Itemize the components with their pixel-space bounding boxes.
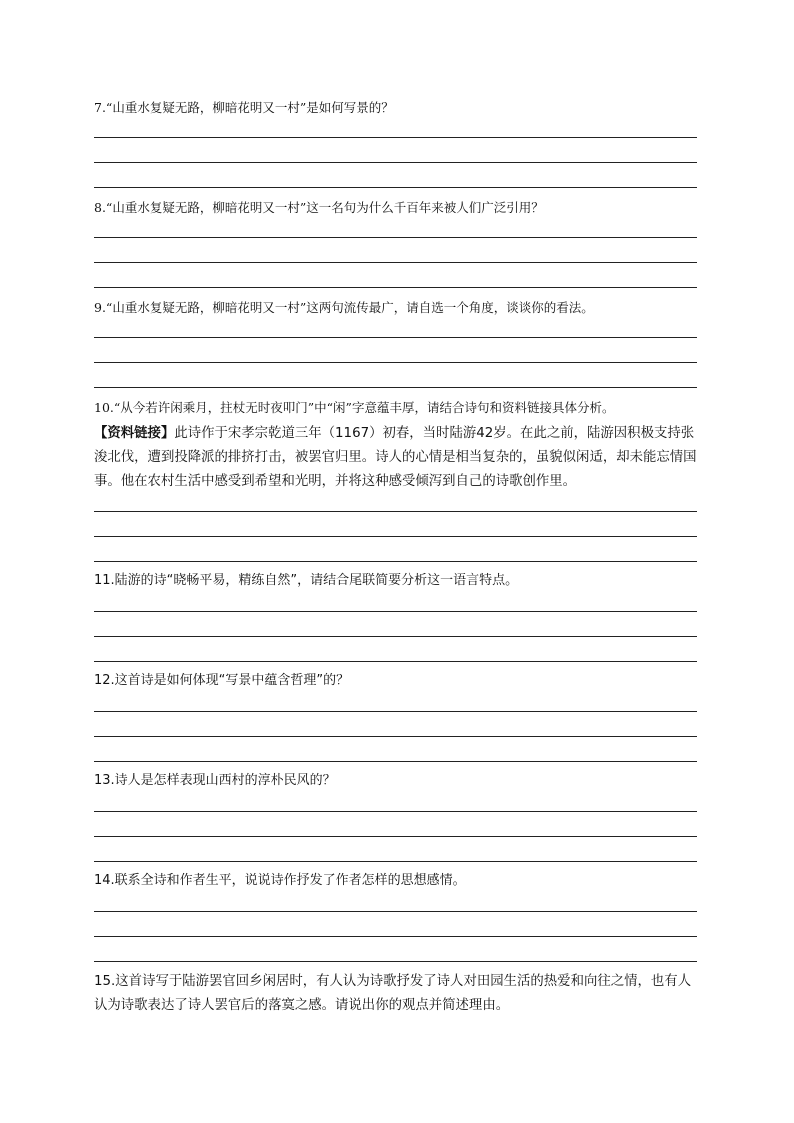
- question-10: 10.“从今若许闲乘月，拄杖无时夜叩门”中“闲”字意蕴丰厚，请结合诗句和资料链接具体分析。: [94, 400, 615, 415]
- answer-line: [94, 936, 697, 937]
- question-11: 11.陆游的诗“晓畅平易，精练自然”，请结合尾联简要分析这一语言特点。: [94, 573, 519, 588]
- answer-line: [94, 287, 697, 288]
- resource-link-text: 此诗作于宋孝宗乾道三年（1167）初春，当时陆游42岁。在此之前，陆游因积极支持张浚北伐，遭到投降派的排挤打击，被罢官归里。诗人的心情是相当复杂的，虽貌似闲适，却未能忘情国事。他在农村生活中感受到希望和光明，并将这种感受倾泻到自己的诗歌创作里。: [94, 426, 697, 489]
- answer-line: [94, 162, 697, 163]
- answer-line: [94, 561, 697, 562]
- answer-line: [94, 711, 697, 712]
- answer-line: [94, 187, 697, 188]
- resource-link-paragraph: [94, 422, 700, 494]
- answer-line: [94, 362, 697, 363]
- question-7: 7.“山重水复疑无路，柳暗花明又一村”是如何写景的？: [94, 100, 394, 115]
- answer-line: [94, 262, 697, 263]
- answer-line: [94, 387, 697, 388]
- answer-line: [94, 661, 697, 662]
- question-15: 15.这首诗写于陆游罢官回乡闲居时，有人认为诗歌抒发了诗人对田园生活的热爱和向往之情，也有人认为诗歌表达了诗人罢官后的落寞之感。请说出你的观点并简述理由。: [94, 974, 692, 1013]
- answer-line: [94, 337, 697, 338]
- resource-link-label: 【资料链接】: [94, 426, 175, 441]
- answer-line: [94, 761, 697, 762]
- answer-line: [94, 511, 697, 512]
- answer-line: [94, 536, 697, 537]
- answer-line: [94, 237, 697, 238]
- answer-line: [94, 961, 697, 962]
- answer-line: [94, 861, 697, 862]
- question-13: 13.诗人是怎样表现山西村的淳朴民风的？: [94, 773, 336, 788]
- answer-line: [94, 836, 697, 837]
- question-12: 12.这首诗是如何体现“写景中蕴含哲理”的？: [94, 673, 350, 688]
- answer-line: [94, 137, 697, 138]
- question-14: 14.联系全诗和作者生平，说说诗作抒发了作者怎样的思想感情。: [94, 873, 466, 888]
- answer-line: [94, 811, 697, 812]
- answer-line: [94, 736, 697, 737]
- question-9: 9.“山重水复疑无路，柳暗花明又一村”这两句流传最广，请自选一个角度，谈谈你的看法。: [94, 300, 594, 315]
- question-8: 8.“山重水复疑无路，柳暗花明又一村”这一名句为什么千百年来被人们广泛引用？: [94, 200, 544, 215]
- answer-line: [94, 636, 697, 637]
- answer-line: [94, 611, 697, 612]
- answer-line: [94, 911, 697, 912]
